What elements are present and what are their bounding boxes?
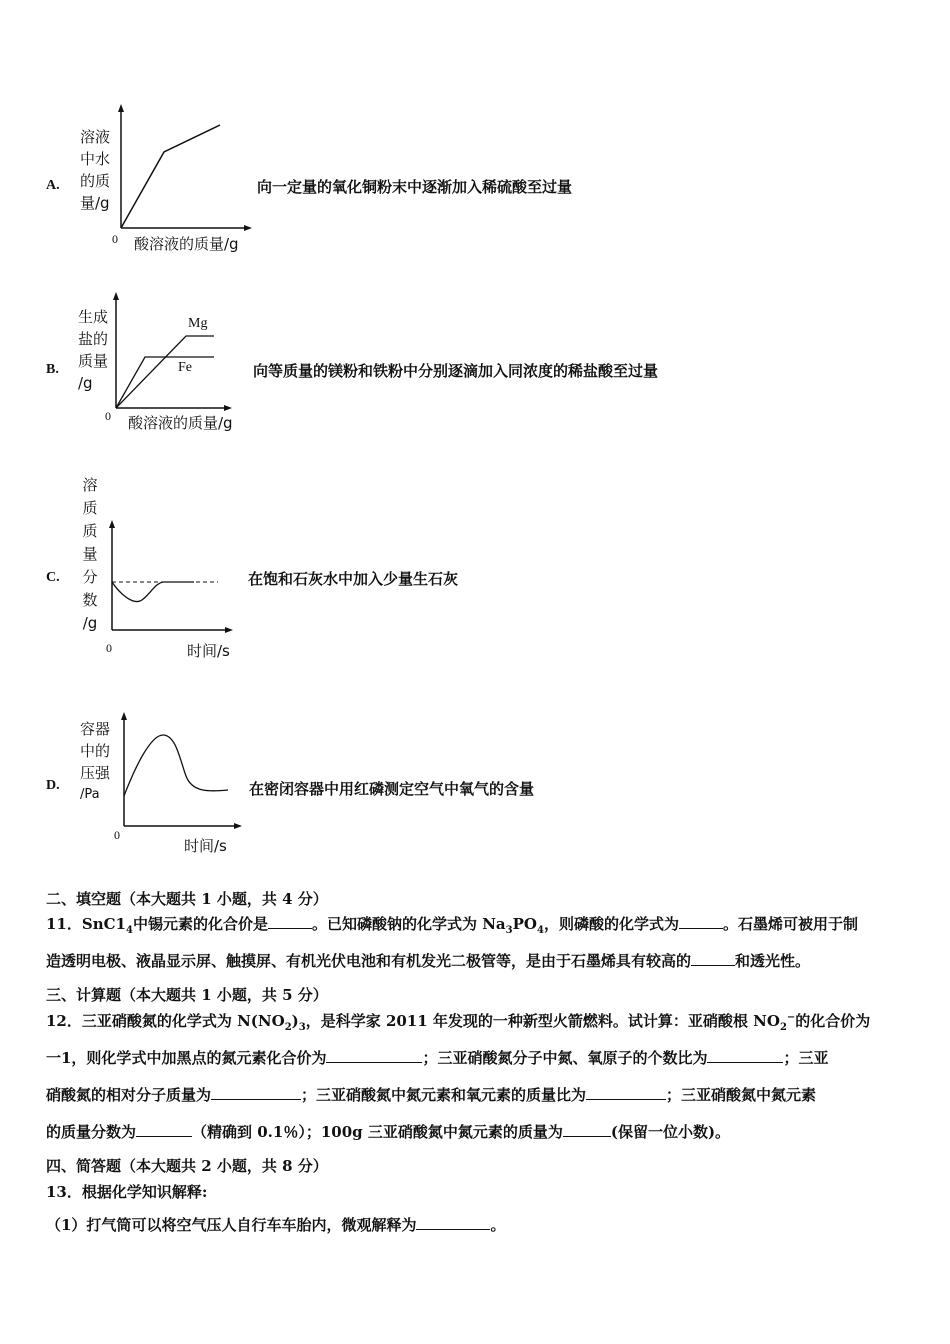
y-label-char: 质 xyxy=(82,522,98,540)
option-d-description: 在密闭容器中用红磷测定空气中氧气的含量 xyxy=(249,780,535,798)
option-c-origin: 0 xyxy=(106,641,112,655)
section-4-title: 四、简答题（本大题共 2 小题，共 8 分） xyxy=(46,1157,328,1175)
y-label-line: /Pa xyxy=(80,787,100,802)
option-b-origin: 0 xyxy=(105,409,111,423)
answer-blank[interactable] xyxy=(326,1048,422,1063)
y-label-line: 溶液 xyxy=(80,128,111,146)
answer-blank[interactable] xyxy=(268,914,312,929)
option-d-origin: 0 xyxy=(114,828,120,842)
y-label-line: 质量 xyxy=(78,352,109,370)
answer-blank[interactable] xyxy=(586,1085,666,1100)
y-label-char: 质 xyxy=(82,499,98,517)
pressure-curve xyxy=(124,735,228,796)
question-12-line-1: 12．三亚硝酸氮的化学式为 $N(NO_2)_3$，是科学家 2011 年发现的一种新型火箭燃料。试计算：亚硝酸根 $NO_2^-$的化合价为 xyxy=(46,1012,871,1033)
y-label-line: 的质 xyxy=(80,172,111,190)
option-b-description: 向等质量的镁粉和铁粉中分别逐滴加入同浓度的稀盐酸至过量 xyxy=(253,362,659,380)
answer-blank[interactable] xyxy=(563,1122,611,1137)
option-a-origin: 0 xyxy=(112,232,118,246)
y-axis-arrow xyxy=(121,712,127,720)
answer-blank[interactable] xyxy=(691,951,735,966)
option-d-x-label: 时间/s xyxy=(184,837,227,855)
mg-series-label: Mg xyxy=(188,316,208,331)
y-label-char: /g xyxy=(82,614,98,632)
question-12-line-4: 的质量分数为 （精确到 0.1％）；100g 三亚硝酸氮中氮元素的质量为 (保留一位小数)。 xyxy=(46,1123,731,1141)
option-d-letter: D. xyxy=(46,778,60,793)
answer-blank[interactable] xyxy=(211,1085,301,1100)
option-a-description: 向一定量的氧化铜粉末中逐渐加入稀硫酸至过量 xyxy=(257,178,573,196)
option-b-x-label: 酸溶液的质量/g xyxy=(128,414,233,432)
y-label-line: 中水 xyxy=(80,150,111,168)
question-13: 13．根据化学知识解释: xyxy=(46,1183,208,1201)
section-3-title: 三、计算题（本大题共 1 小题，共 5 分） xyxy=(46,986,328,1004)
option-c-letter: C. xyxy=(46,570,60,585)
option-c-description: 在饱和石灰水中加入少量生石灰 xyxy=(248,570,459,588)
question-11-line-1: 11．$SnC1_4$中锡元素的化合价是 。已知磷酸钠的化学式为 $Na_3PO_4$，则磷酸的化学式为 。石墨烯可被用于制 xyxy=(46,915,858,936)
answer-blank[interactable] xyxy=(416,1215,490,1230)
question-13-part-1: （1）打气筒可以将空气压人自行车车胎内，微观解释为 。 xyxy=(46,1216,506,1234)
question-12-line-2: 一1，则化学式中加黑点的氮元素化合价为 ；三亚硝酸氮分子中氮、氧原子的个数比为 ；三亚 xyxy=(46,1049,829,1067)
y-label-line: /g xyxy=(78,374,93,392)
answer-blank[interactable] xyxy=(136,1122,192,1137)
y-label-char: 分 xyxy=(82,568,98,586)
y-label-line: 生成 xyxy=(78,308,109,326)
y-label-line: 中的 xyxy=(80,742,111,760)
y-label-char: 溶 xyxy=(82,476,98,494)
section-2-title: 二、填空题（本大题共 1 小题，共 4 分） xyxy=(46,890,328,908)
fe-series-label: Fe xyxy=(178,360,192,375)
y-label-line: 量/g xyxy=(80,194,110,212)
y-label-line: 压强 xyxy=(80,764,111,782)
option-b-letter: B. xyxy=(46,362,59,377)
y-label-line: 容器 xyxy=(80,720,111,738)
answer-blank[interactable] xyxy=(679,914,723,929)
answer-blank[interactable] xyxy=(707,1048,783,1063)
option-c-x-label: 时间/s xyxy=(187,642,230,660)
option-a-letter: A. xyxy=(46,178,60,193)
option-a-x-label: 酸溶液的质量/g xyxy=(134,235,239,253)
y-label-line: 盐的 xyxy=(78,330,109,348)
question-12-line-3: 硝酸氮的相对分子质量为 ；三亚硝酸氮中氮元素和氧元素的质量比为 ；三亚硝酸氮中氮元素 xyxy=(46,1086,817,1104)
y-label-char: 量 xyxy=(82,545,98,563)
x-axis-arrow xyxy=(234,823,242,829)
y-label-char: 数 xyxy=(82,591,98,609)
question-11-line-2: 造透明电极、液晶显示屏、触摸屏、有机光伏电池和有机发光二极管等，是由于石墨烯具有较高的 和透光性。 xyxy=(46,952,811,970)
